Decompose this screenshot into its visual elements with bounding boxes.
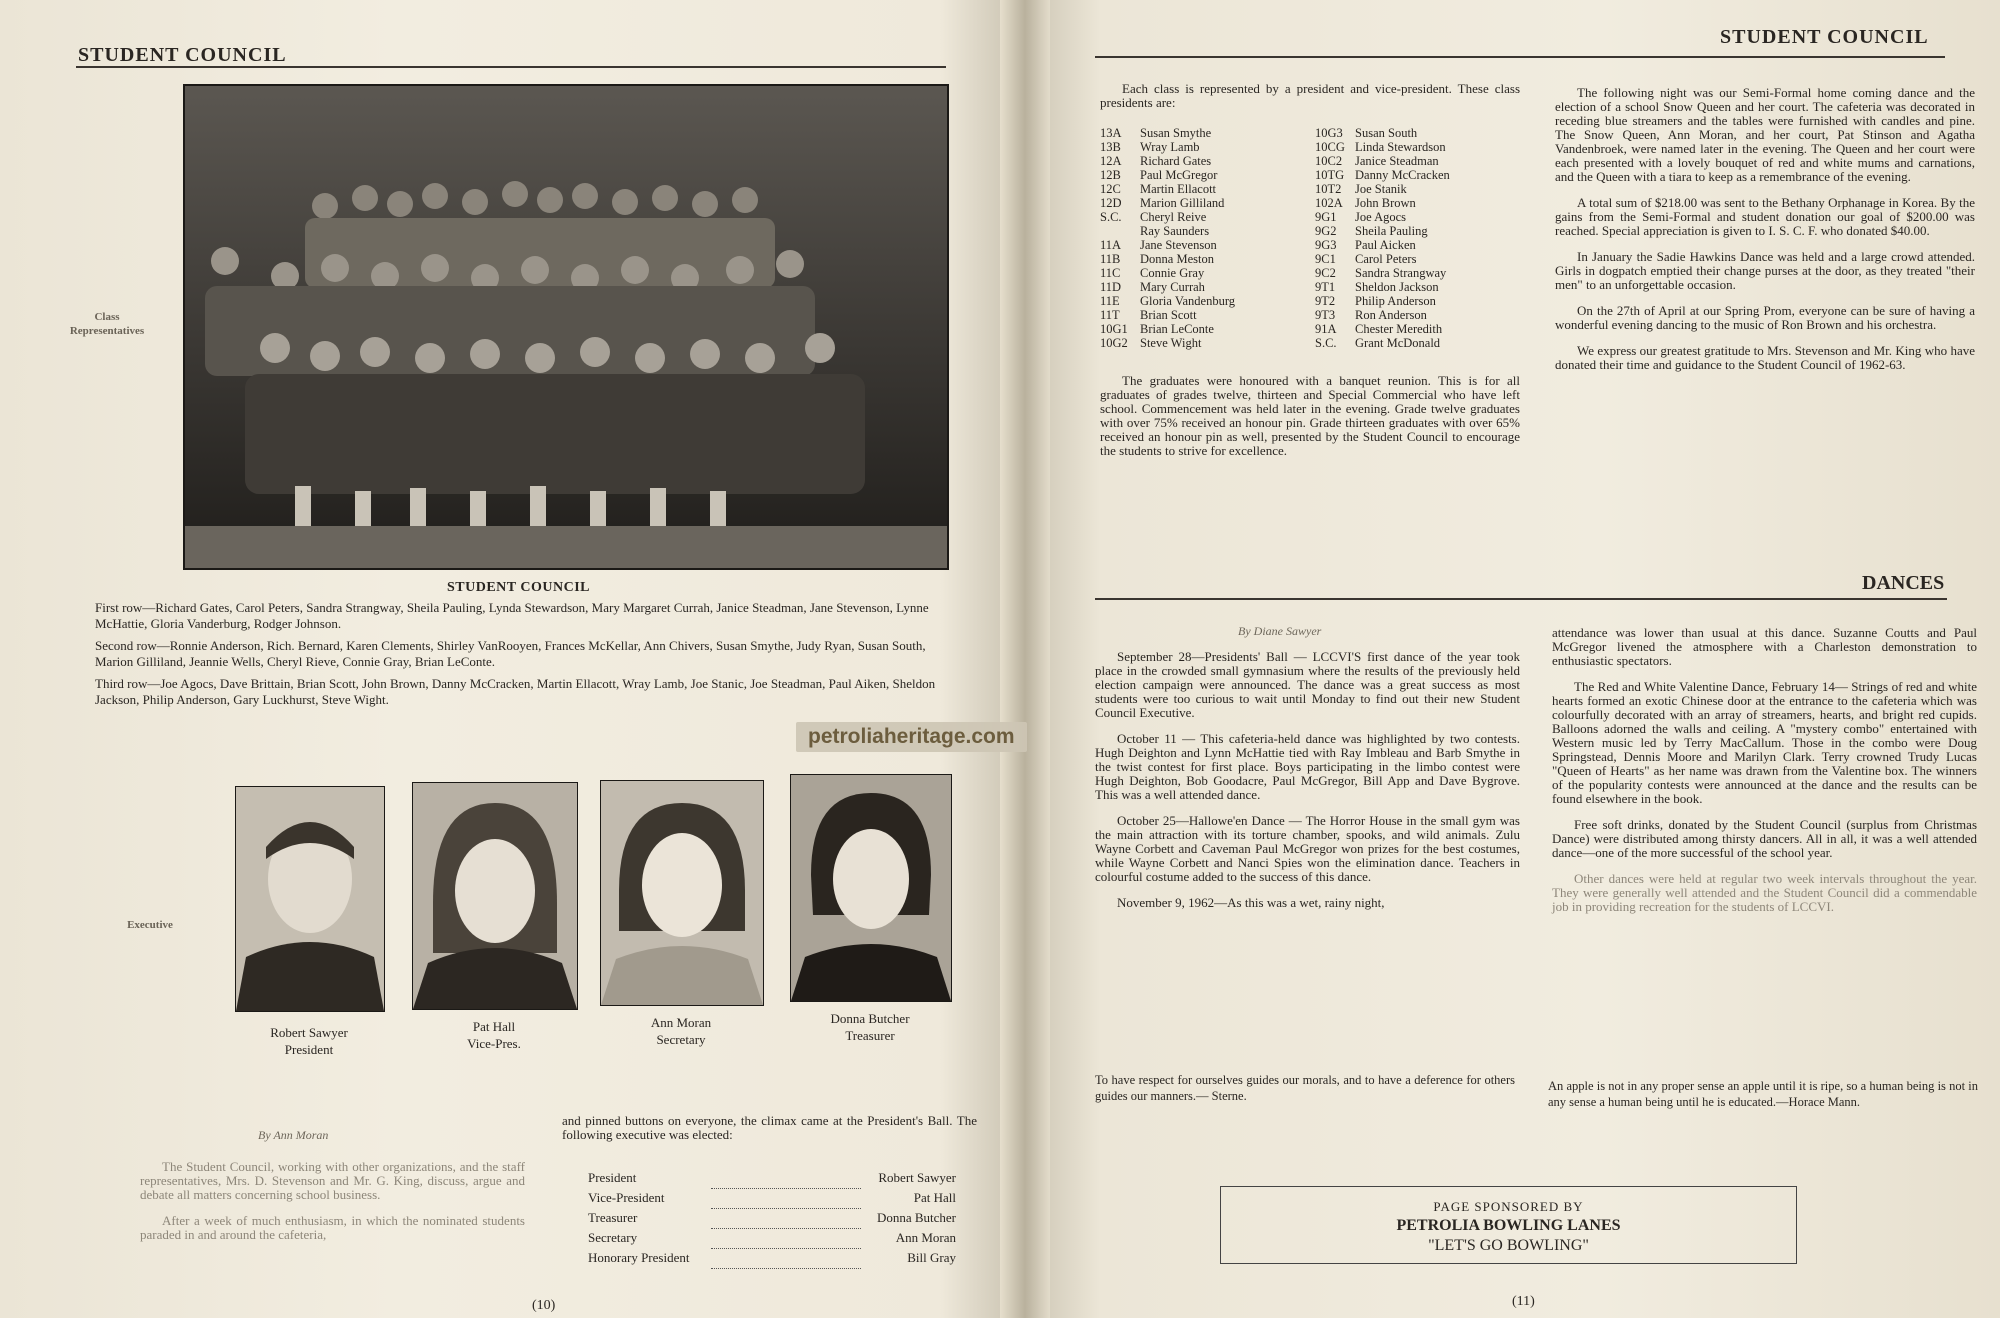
- rep-class: 12A: [1100, 154, 1122, 168]
- right-running-head: STUDENT COUNCIL: [1720, 26, 1929, 48]
- exec-name: Ann Moran: [650, 1015, 712, 1030]
- watermark: petroliaheritage.com: [796, 722, 1027, 752]
- dances-byline: By Diane Sawyer: [1238, 624, 1322, 638]
- rep-row: [1100, 168, 1315, 182]
- office-holder: Donna Butcher: [876, 1210, 956, 1225]
- caption-first-row: First row—Richard Gates, Carol Peters, Sandra Strangway, Sheila Pauling, Lynda Stewardson, Mary Margaret Currah, Janice Steadman, Jane Stevenson, Lynne McHattie, Gloria Vanderburg, Rodger Johnson.: [95, 600, 929, 631]
- left-running-head: STUDENT COUNCIL: [78, 44, 287, 66]
- rep-name: Richard Gates: [1140, 154, 1212, 168]
- rep-name: Ray Saunders: [1140, 224, 1210, 238]
- class-representatives-label: Class Representatives: [69, 311, 145, 337]
- rep-name: Brian Scott: [1140, 308, 1197, 322]
- rep-row: [1100, 182, 1315, 196]
- rep-row: [1100, 210, 1315, 224]
- rep-class: 9T2: [1315, 294, 1336, 308]
- rep-row: [1315, 182, 1525, 196]
- dances-paragraph: Other dances were held at regular two week intervals throughout the year. They were generally well attended and the Student Council did a commendable job in providing recreation for the students of LCCVI.: [1552, 871, 1977, 914]
- rep-row: [1100, 280, 1315, 294]
- rep-class: 11B: [1100, 252, 1121, 266]
- rep-row: [1100, 224, 1315, 238]
- rep-row: [1100, 252, 1315, 266]
- rep-class: 10G2: [1100, 336, 1128, 350]
- rep-class: 10G1: [1100, 322, 1128, 336]
- rep-name: Susan Smythe: [1140, 126, 1212, 140]
- dances-column-1: [1095, 650, 1520, 922]
- rep-class: 13B: [1100, 140, 1121, 154]
- article-paragraph: The Student Council, working with other organizations, and the staff representatives, Mrs. D. Stevenson and Mr. G. King, discuss, argue and debate all matters concerning school business.: [140, 1159, 525, 1202]
- rep-name: Carol Peters: [1355, 252, 1417, 266]
- exec-caption-vice-president: [412, 1018, 576, 1052]
- rep-name: Sheila Pauling: [1355, 224, 1428, 238]
- dances-paragraph: November 9, 1962—As this was a wet, rainy night,: [1117, 895, 1385, 910]
- right-page-number: (11): [1512, 1294, 1535, 1309]
- rep-row: [1100, 140, 1315, 154]
- quote-sterne: To have respect for ourselves guides our morals, and to have a deference for others guides our manners.— Sterne.: [1095, 1073, 1515, 1103]
- left-page-number: (10): [532, 1298, 556, 1313]
- exec-name: Donna Butcher: [830, 1011, 910, 1026]
- book-gutter: [1000, 0, 1050, 1318]
- rep-name: John Brown: [1355, 196, 1416, 210]
- exec-caption-president: [235, 1024, 383, 1058]
- dances-rule: [1095, 598, 1947, 600]
- rep-class: 91A: [1315, 322, 1337, 336]
- quote-horace-mann: An apple is not in any proper sense an apple until it is ripe, so a human being is not in any sense a human being until he is educated.—Horace Mann.: [1548, 1079, 1978, 1109]
- right-page: [1050, 0, 2000, 1318]
- rep-name: Jane Stevenson: [1140, 238, 1217, 252]
- rep-row: [1100, 322, 1315, 336]
- rep-row: [1100, 238, 1315, 252]
- article-byline: By Ann Moran: [258, 1128, 329, 1142]
- rep-row: [1315, 238, 1525, 252]
- rep-name: Paul McGregor: [1140, 168, 1218, 182]
- rep-name: Joe Stanik: [1355, 182, 1407, 196]
- officer-row: [588, 1248, 956, 1268]
- rep-row: [1315, 322, 1525, 336]
- office-holder: Bill Gray: [907, 1250, 956, 1265]
- exec-name: Robert Sawyer: [270, 1025, 348, 1040]
- rep-class: 11E: [1100, 294, 1120, 308]
- sponsor-line-3: "LET'S GO BOWLING": [1428, 1237, 1589, 1254]
- dances-heading: DANCES: [1862, 572, 1945, 594]
- article-paragraph: and pinned buttons on everyone, the climax came at the President's Ball. The following executive was elected:: [562, 1113, 977, 1142]
- graduates-paragraph: [1100, 374, 1520, 470]
- group-photo-title: STUDENT COUNCIL: [447, 580, 590, 595]
- rep-row: [1315, 210, 1525, 224]
- office-title: Secretary: [588, 1230, 638, 1245]
- rep-row: [1100, 294, 1315, 308]
- rep-name: Steve Wight: [1140, 336, 1202, 350]
- rep-row: [1100, 308, 1315, 322]
- office-title: Vice-President: [588, 1190, 665, 1205]
- office-holder: Pat Hall: [913, 1190, 956, 1205]
- right-head-rule: [1095, 56, 1945, 58]
- rep-row: [1100, 336, 1315, 350]
- article-paragraph: After a week of much enthusiasm, in which the nominated students paraded in and around the cafeteria,: [140, 1213, 525, 1242]
- rep-class: S.C.: [1315, 336, 1337, 350]
- rep-class: 11D: [1100, 280, 1122, 294]
- rep-class: 12D: [1100, 196, 1122, 210]
- dances-paragraph: October 11 — This cafeteria-held dance was highlighted by two contests. Hugh Deighton and Lynn McHattie tied with Ray Imbleau and Barb Smythe in the twist contest for first place. Boys participating in the limbo contest were Hugh Deighton, Bob Goodacre, Paul McGregor, Bill App and Dave Bygrove. This was a well attended dance.: [1095, 731, 1520, 802]
- rep-row: [1100, 266, 1315, 280]
- rep-name: Joe Agocs: [1355, 210, 1407, 224]
- rep-class: 9C2: [1315, 266, 1336, 280]
- rep-name: Paul Aicken: [1355, 238, 1416, 252]
- rep-name: Chester Meredith: [1355, 322, 1443, 336]
- rep-name: Martin Ellacott: [1140, 182, 1217, 196]
- rep-row: [1315, 336, 1525, 350]
- executive-label: Executive: [127, 919, 173, 931]
- office-holder: Robert Sawyer: [878, 1170, 956, 1185]
- officer-row: [588, 1208, 956, 1228]
- class-presidents-right-list: [1315, 126, 1525, 350]
- article-column-2: [562, 1114, 977, 1154]
- exec-role: Vice-Pres.: [467, 1036, 521, 1051]
- class-presidents-left-list: [1100, 126, 1315, 350]
- dances-column-2: [1552, 626, 1977, 926]
- dances-paragraph: September 28—Presidents' Ball — LCCVI'S first dance of the year took place in the crowded small gymnasium where the results of the previously held election campaign were announced. The dance was a great success as most students were too curious to wait until Monday to find out their new Student Council Executive.: [1095, 649, 1520, 720]
- rep-class: 9G2: [1315, 224, 1337, 238]
- caption-third-row: Third row—Joe Agocs, Dave Brittain, Brian Scott, John Brown, Danny McCracken, Martin Ellacott, Wray Lamb, Joe Stanic, Joe Steadman, Paul Aiken, Sheldon Jackson, Philip Anderson, Gary Luckhurst, Steve Wight.: [95, 676, 936, 707]
- rep-class: 13A: [1100, 126, 1122, 140]
- rep-row: [1315, 168, 1525, 182]
- dances-paragraph: attendance was lower than usual at this dance. Suzanne Coutts and Paul McGregor livened the atmosphere with a Charleston demonstration to enthusiastic spectators.: [1552, 625, 1977, 668]
- council-paragraph: A total sum of $218.00 was sent to the Bethany Orphanage in Korea. By the gains from the Semi-Formal and student donation our goal of $200.00 was reached. Special appreciation is given to I. S. C. F. who donated $40.00.: [1555, 195, 1975, 238]
- rep-name: Connie Gray: [1140, 266, 1205, 280]
- rep-class: 9T3: [1315, 308, 1336, 322]
- exec-photo-ann-moran: [600, 780, 764, 1006]
- rep-class: 11A: [1100, 238, 1122, 252]
- dances-paragraph: The Red and White Valentine Dance, February 14— Strings of red and white hearts formed an exotic Chinese door at the entrance to the cafeteria which was colourfully decorated with an array of streamers, hearts, and bright red cupids. Balloons adorned the walls and ceiling. A "mystery combo" entertained with Western music led by Terry MacCallum. Those in the combo were Doug Springstead, Dennis Moore and Marilyn Clark. Terry crowned Trudy Lucas "Queen of Hearts" as her name was drawn from the Valentine box. The winners of the popularity contests were announced at the dance and the results can be found elsewhere in the book.: [1552, 679, 1977, 806]
- rep-name: Sandra Strangway: [1355, 266, 1447, 280]
- sponsor-box: [1220, 1186, 1797, 1264]
- rep-row: [1315, 294, 1525, 308]
- rep-name: Danny McCracken: [1355, 168, 1450, 182]
- intro-paragraph: Each class is represented by a president and vice-president. These class presidents are:: [1100, 81, 1520, 110]
- office-title: Honorary President: [588, 1250, 690, 1265]
- dances-paragraph: Free soft drinks, donated by the Student Council (surplus from Christmas Dance) were distributed among thirsty dancers. All in all, it was a well attended dance—one of the more successful of the school year.: [1552, 817, 1977, 860]
- rep-class: 12C: [1100, 182, 1121, 196]
- rep-name: Wray Lamb: [1140, 140, 1200, 154]
- rep-row: [1315, 140, 1525, 154]
- rep-row: [1315, 266, 1525, 280]
- rep-class: 9G1: [1315, 210, 1337, 224]
- office-title: Treasurer: [588, 1210, 638, 1225]
- group-photo-image: [185, 86, 947, 568]
- exec-role: President: [284, 1042, 334, 1057]
- officer-row: [588, 1228, 956, 1248]
- rep-name: Susan South: [1355, 126, 1418, 140]
- officer-row: [588, 1168, 956, 1188]
- rep-name: Brian LeConte: [1140, 322, 1214, 336]
- exec-photo-pat-hall: [412, 782, 578, 1010]
- council-paragraph: In January the Sadie Hawkins Dance was held and a large crowd attended. Girls in dogpatch emptied their change purses at the door, as they treated "their men" to an unforgettable occasion.: [1555, 249, 1975, 292]
- rep-class: 9G3: [1315, 238, 1337, 252]
- class-presidents-intro: [1100, 82, 1520, 122]
- rep-row: [1315, 252, 1525, 266]
- exec-photo-robert-sawyer: [235, 786, 385, 1012]
- sponsor-line-1: PAGE SPONSORED BY: [1433, 1199, 1584, 1214]
- group-photo-captions: [95, 600, 965, 714]
- rep-name: Grant McDonald: [1355, 336, 1441, 350]
- exec-name: Pat Hall: [472, 1019, 516, 1034]
- rep-class: 10CG: [1315, 140, 1345, 154]
- rep-name: Janice Steadman: [1355, 154, 1439, 168]
- rep-class: 9C1: [1315, 252, 1336, 266]
- rep-name: Cheryl Reive: [1140, 210, 1207, 224]
- rep-class: 10T2: [1315, 182, 1342, 196]
- rep-name: Ron Anderson: [1355, 308, 1427, 322]
- exec-caption-secretary: [600, 1014, 762, 1048]
- office-title: President: [588, 1170, 637, 1185]
- officer-row: [588, 1188, 956, 1208]
- rep-name: Sheldon Jackson: [1355, 280, 1439, 294]
- rep-class: 10TG: [1315, 168, 1345, 182]
- rep-row: [1315, 308, 1525, 322]
- left-head-rule: [76, 66, 946, 68]
- dances-paragraph: October 25—Hallowe'en Dance — The Horror House in the small gym was the main attraction with its torture chamber, spooks, and wild animals. Zulu Wayne Corbett and Caveman Paul McGregor won prizes for the best costumes, while Wayne Corbett and Nanci Spies won the elimination dance. Teachers in colourful costume added to the success of this dance.: [1095, 813, 1520, 884]
- rep-class: 11T: [1100, 308, 1120, 322]
- rep-name: Donna Meston: [1140, 252, 1214, 266]
- sponsor-line-2: PETROLIA BOWLING LANES: [1396, 1217, 1621, 1234]
- rep-class: 11C: [1100, 266, 1121, 280]
- exec-photo-donna-butcher: [790, 774, 952, 1002]
- council-paragraph: We express our greatest gratitude to Mrs. Stevenson and Mr. King who have donated their time and guidance to the Student Council of 1962-63.: [1555, 343, 1975, 372]
- rep-row: [1315, 196, 1525, 210]
- rep-class: 10G3: [1315, 126, 1343, 140]
- rep-row: [1315, 280, 1525, 294]
- rep-name: Linda Stewardson: [1355, 140, 1446, 154]
- officers-table: [588, 1168, 956, 1269]
- exec-role: Secretary: [656, 1032, 706, 1047]
- council-paragraph: The following night was our Semi-Formal home coming dance and the election of a school Snow Queen and her court. The cafeteria was decorated in receding blue streamers and the tables were furnished with candles and pine. The Snow Queen, Ann Moran, and her court, Pat Stinson and Agatha Vandenbroek, were named later in the evening. The Queen and her court were each presented with a lovely bouquet of red and white mums and carnations, and the Queen with a tiara to keep as a remembrance of the evening.: [1555, 85, 1975, 184]
- rep-class: 12B: [1100, 168, 1121, 182]
- rep-row: [1100, 126, 1315, 140]
- caption-second-row: Second row—Ronnie Anderson, Rich. Bernard, Karen Clements, Shirley VanRooyen, Frances McKellar, Ann Chivers, Susan Smythe, Judy Ryan, Susan South, Marion Gilliland, Jeannie Wells, Cheryl Rieve, Connie Gray, Brian LeConte.: [95, 638, 926, 669]
- office-holder: Ann Moran: [895, 1230, 956, 1245]
- rep-row: [1100, 196, 1315, 210]
- rep-name: Gloria Vandenburg: [1140, 294, 1236, 308]
- rep-row: [1315, 126, 1525, 140]
- article-column-1: [140, 1160, 525, 1254]
- rep-class: 102A: [1315, 196, 1343, 210]
- exec-caption-treasurer: [790, 1010, 950, 1044]
- rep-class: 9T1: [1315, 280, 1336, 294]
- rep-name: Marion Gilliland: [1140, 196, 1225, 210]
- rep-name: Philip Anderson: [1355, 294, 1436, 308]
- group-photo: [183, 84, 949, 570]
- graduates-text: The graduates were honoured with a banquet reunion. This is for all graduates of grades twelve, thirteen and Special Commercial who have left school. Commencement was held later in the evening. Grade twelve graduates with over 75% received an honour pin. Grade thirteen graduates with over 65% received an honour pin as well, presented by the Student Council to encourage the students to strive for excellence.: [1100, 373, 1520, 458]
- rep-class: [1100, 224, 1140, 238]
- rep-class: 10C2: [1315, 154, 1343, 168]
- rep-row: [1315, 154, 1525, 168]
- exec-role: Treasurer: [845, 1028, 895, 1043]
- rep-row: [1100, 154, 1315, 168]
- council-column-2: [1555, 86, 1975, 384]
- rep-class: S.C.: [1100, 210, 1122, 224]
- rep-name: Mary Currah: [1140, 280, 1205, 294]
- council-paragraph: On the 27th of April at our Spring Prom, everyone can be sure of having a wonderful evening dancing to the music of Ron Brown and his orchestra.: [1555, 303, 1975, 332]
- rep-row: [1315, 224, 1525, 238]
